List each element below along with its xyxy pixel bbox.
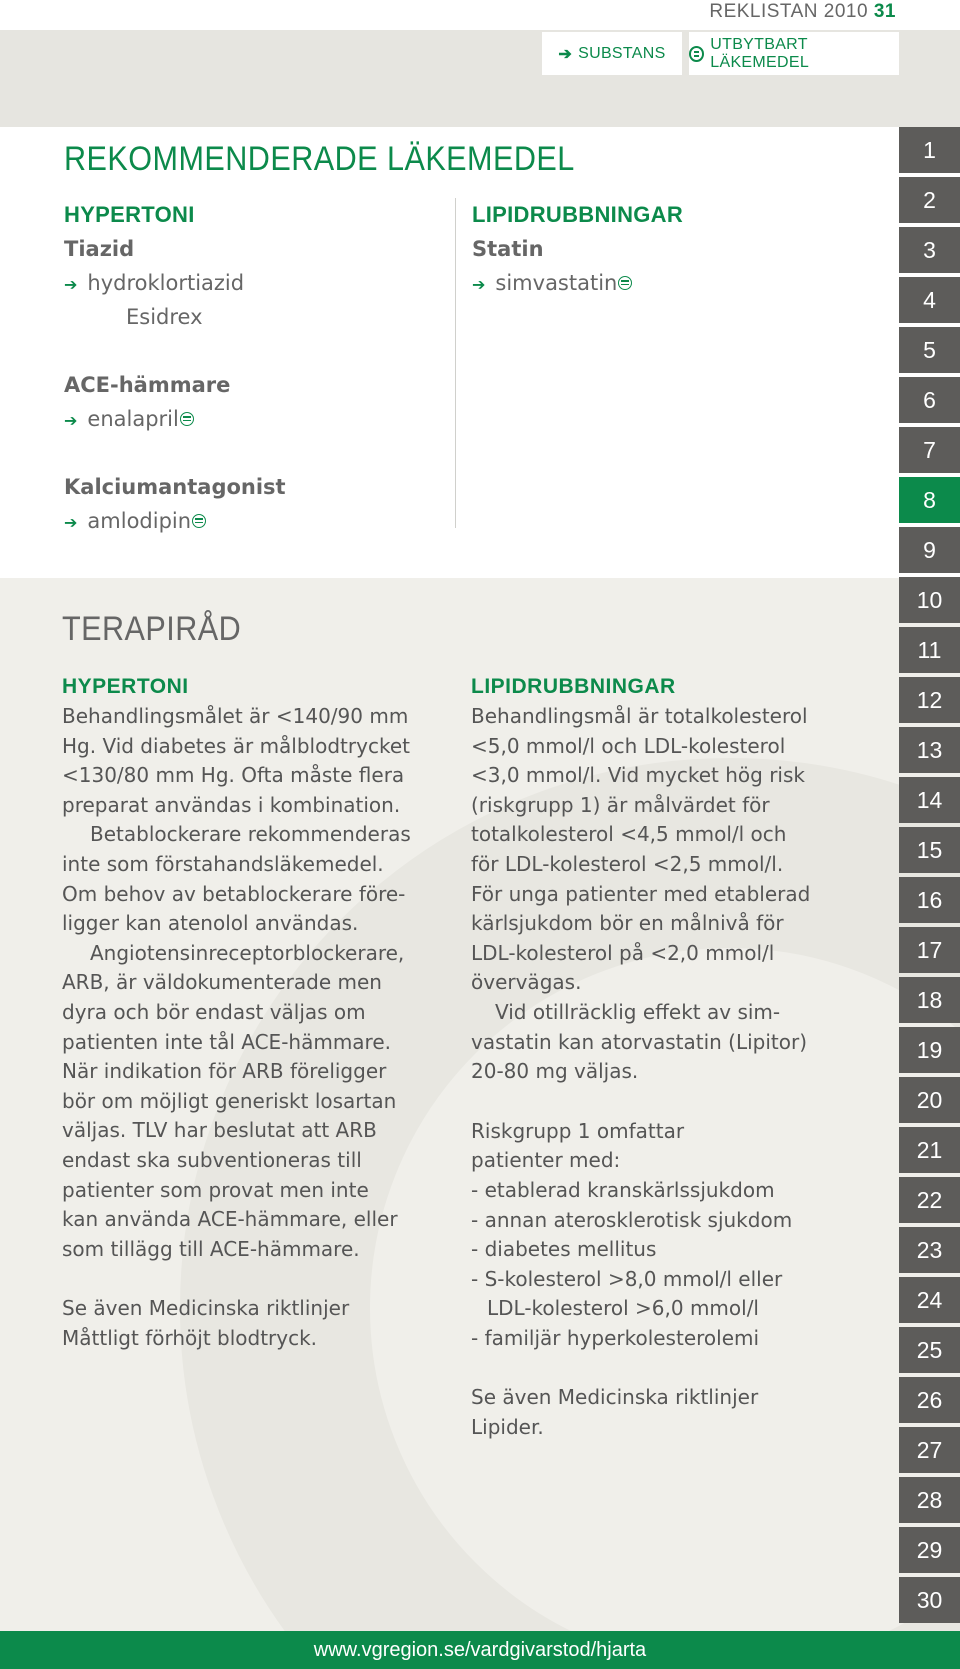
drug-group-name: Tiazid: [64, 237, 135, 261]
chapter-tab-22[interactable]: 22: [899, 1177, 960, 1223]
brand-name: Esidrex: [126, 305, 203, 329]
text-line: (riskgrupp 1) är målvärdet för: [471, 792, 770, 817]
chapter-tab-19[interactable]: 19: [899, 1027, 960, 1073]
text-line: inte som förstahandsläkemedel.: [62, 851, 384, 876]
chapter-tab-20[interactable]: 20: [899, 1077, 960, 1123]
chapter-tab-26[interactable]: 26: [899, 1377, 960, 1423]
risk-line: Riskgrupp 1 omfattar: [471, 1118, 685, 1143]
text-line: ARB, är väldokumenterade men: [62, 970, 382, 995]
chapter-tab-28[interactable]: 28: [899, 1477, 960, 1523]
text-line: vastatin kan atorvastatin (Lipitor): [471, 1029, 808, 1054]
category-hypertoni: HYPERTONI: [62, 675, 189, 698]
category-hypertoni: HYPERTONI: [64, 202, 195, 227]
drug-item: [472, 266, 872, 300]
page-header: [709, 0, 896, 26]
chapter-tab-10[interactable]: 10: [899, 577, 960, 623]
text-line: När indikation för ARB föreligger: [62, 1059, 387, 1084]
chapter-tab-11[interactable]: 11: [899, 627, 960, 673]
text-line: <3,0 mmol/l. Vid mycket hög risk: [471, 763, 805, 788]
column-divider: [455, 198, 456, 528]
text-line: endast ska subventioneras till: [62, 1147, 362, 1172]
text-line: Behandlingsmål är totalkolesterol: [471, 704, 808, 728]
chapter-tab-7[interactable]: 7: [899, 427, 960, 473]
text-line: Betablockerare rekommenderas: [90, 822, 411, 847]
recommended-left-column: [64, 198, 444, 538]
arrow-right-icon: ➔: [64, 275, 78, 294]
text-line: dyra och bör endast väljas om: [62, 999, 366, 1024]
therapy-right-column: [471, 672, 891, 1443]
text-line: kan använda ACE-hämmare, eller: [62, 1207, 398, 1232]
recommended-heading: REKOMMENDERADE LÄKEMEDEL: [64, 140, 575, 178]
legend-utbytbart-label: UTBYTBART LÄKEMEDEL: [710, 35, 810, 71]
text-line: Behandlingsmålet är <140/90 mm: [62, 704, 409, 728]
exchangeable-icon: [618, 276, 632, 290]
risk-list-item: - S-kolesterol >8,0 mmol/l eller: [471, 1266, 783, 1291]
drug-item: [64, 504, 444, 538]
category-lipidrubbningar: LIPIDRUBBNINGAR: [471, 675, 676, 698]
lipid-advice: [471, 702, 891, 1443]
drug-name: simvastatin: [495, 271, 618, 295]
drug-item: [64, 402, 444, 436]
chapter-tab-2[interactable]: 2: [899, 177, 960, 223]
text-line: Om behov av betablockerare före-: [62, 881, 406, 906]
chapter-tab-15[interactable]: 15: [899, 827, 960, 873]
text-line: som tillägg till ACE-hämmare.: [62, 1236, 360, 1261]
drug-item: [64, 266, 444, 300]
chapter-tab-3[interactable]: 3: [899, 227, 960, 273]
chapter-tab-6[interactable]: 6: [899, 377, 960, 423]
publication-title: REKLISTAN 2010: [709, 1, 869, 22]
chapter-tab-9[interactable]: 9: [899, 527, 960, 573]
text-line: ligger kan atenolol användas.: [62, 911, 359, 936]
chapter-tab-30[interactable]: 30: [899, 1577, 960, 1623]
arrow-right-icon: ➔: [472, 275, 486, 294]
chapter-tab-8[interactable]: 8: [899, 477, 960, 523]
text-line: LDL-kolesterol på <2,0 mmol/l: [471, 940, 775, 965]
chapter-tab-13[interactable]: 13: [899, 727, 960, 773]
text-line: för LDL-kolesterol <2,5 mmol/l.: [471, 851, 784, 876]
category-lipidrubbningar: LIPIDRUBBNINGAR: [472, 202, 684, 227]
therapy-left-column: [62, 672, 457, 1353]
text-line: preparat användas i kombination.: [62, 792, 401, 817]
drug-name: amlodipin: [87, 509, 192, 533]
text-line: Hg. Vid diabetes är målblodtrycket: [62, 733, 410, 758]
chapter-tab-17[interactable]: 17: [899, 927, 960, 973]
chapter-tab-5[interactable]: 5: [899, 327, 960, 373]
text-line: bör om möjligt generiskt losartan: [62, 1088, 397, 1113]
arrow-right-icon: ➔: [64, 411, 78, 430]
exchangeable-icon: [192, 514, 206, 528]
chapter-tab-16[interactable]: 16: [899, 877, 960, 923]
footer-url[interactable]: www.vgregion.se/vardgivarstod/hjarta: [0, 1631, 960, 1669]
text-line: kärlsjukdom bör en målnivå för: [471, 911, 784, 936]
see-also-line: Se även Medicinska riktlinjer: [62, 1296, 350, 1321]
text-line: patienter som provat men inte: [62, 1177, 369, 1202]
text-line: <130/80 mm Hg. Ofta måste flera: [62, 763, 405, 788]
legend-utbytbart: [689, 32, 899, 75]
chapter-index: [899, 127, 960, 1627]
text-line: Angiotensinreceptorblockerare,: [90, 940, 405, 965]
risk-list-item: - annan aterosklerotisk sjukdom: [471, 1207, 793, 1232]
text-line: Vid otillräcklig effekt av sim-: [495, 999, 781, 1024]
drug-group-name: ACE-hämmare: [64, 373, 231, 397]
chapter-tab-18[interactable]: 18: [899, 977, 960, 1023]
risk-list-item: - etablerad kranskärlssjukdom: [471, 1177, 775, 1202]
arrow-right-icon: ➔: [558, 45, 573, 63]
risk-list-item: - familjär hyperkolesterolemi: [471, 1325, 760, 1350]
chapter-tab-21[interactable]: 21: [899, 1127, 960, 1173]
risk-list-item: - diabetes mellitus: [471, 1237, 657, 1262]
see-also-line: Se även Medicinska riktlinjer: [471, 1385, 759, 1410]
chapter-tab-12[interactable]: 12: [899, 677, 960, 723]
text-line: väljas. TLV har beslutat att ARB: [62, 1118, 377, 1143]
chapter-tab-23[interactable]: 23: [899, 1227, 960, 1273]
exchangeable-icon: [689, 46, 704, 62]
therapy-heading: TERAPIRÅD: [62, 610, 242, 648]
chapter-tab-14[interactable]: 14: [899, 777, 960, 823]
see-also-line: Måttligt förhöjt blodtryck.: [62, 1325, 318, 1350]
chapter-tab-24[interactable]: 24: [899, 1277, 960, 1323]
drug-group-name: Kalciumantagonist: [64, 475, 286, 499]
risk-line: patienter med:: [471, 1148, 621, 1173]
legend-substans-label: SUBSTANS: [578, 44, 666, 62]
recommended-right-column: [472, 198, 872, 300]
text-line: patienten inte tål ACE-hämmare.: [62, 1029, 392, 1054]
text-line: 20-80 mg väljas.: [471, 1059, 639, 1084]
chapter-tab-4[interactable]: 4: [899, 277, 960, 323]
page-number: 31: [873, 1, 896, 22]
chapter-tab-29[interactable]: 29: [899, 1527, 960, 1573]
drug-name: enalapril: [87, 407, 179, 431]
exchangeable-icon: [180, 412, 194, 426]
chapter-tab-1[interactable]: 1: [899, 127, 960, 173]
chapter-tab-25[interactable]: 25: [899, 1327, 960, 1373]
arrow-right-icon: ➔: [64, 513, 78, 532]
chapter-tab-27[interactable]: 27: [899, 1427, 960, 1473]
text-line: övervägas.: [471, 970, 582, 995]
drug-name: hydroklortiazid: [87, 271, 245, 295]
see-also-line: Lipider.: [471, 1415, 544, 1440]
risk-list-item: LDL-kolesterol >6,0 mmol/l: [487, 1296, 759, 1321]
legend-substans: [542, 32, 682, 75]
text-line: totalkolesterol <4,5 mmol/l och: [471, 822, 787, 847]
text-line: För unga patienter med etablerad: [471, 881, 811, 906]
drug-group-name: Statin: [472, 237, 544, 261]
text-line: <5,0 mmol/l och LDL-kolesterol: [471, 733, 786, 758]
hypertoni-advice: [62, 702, 457, 1353]
